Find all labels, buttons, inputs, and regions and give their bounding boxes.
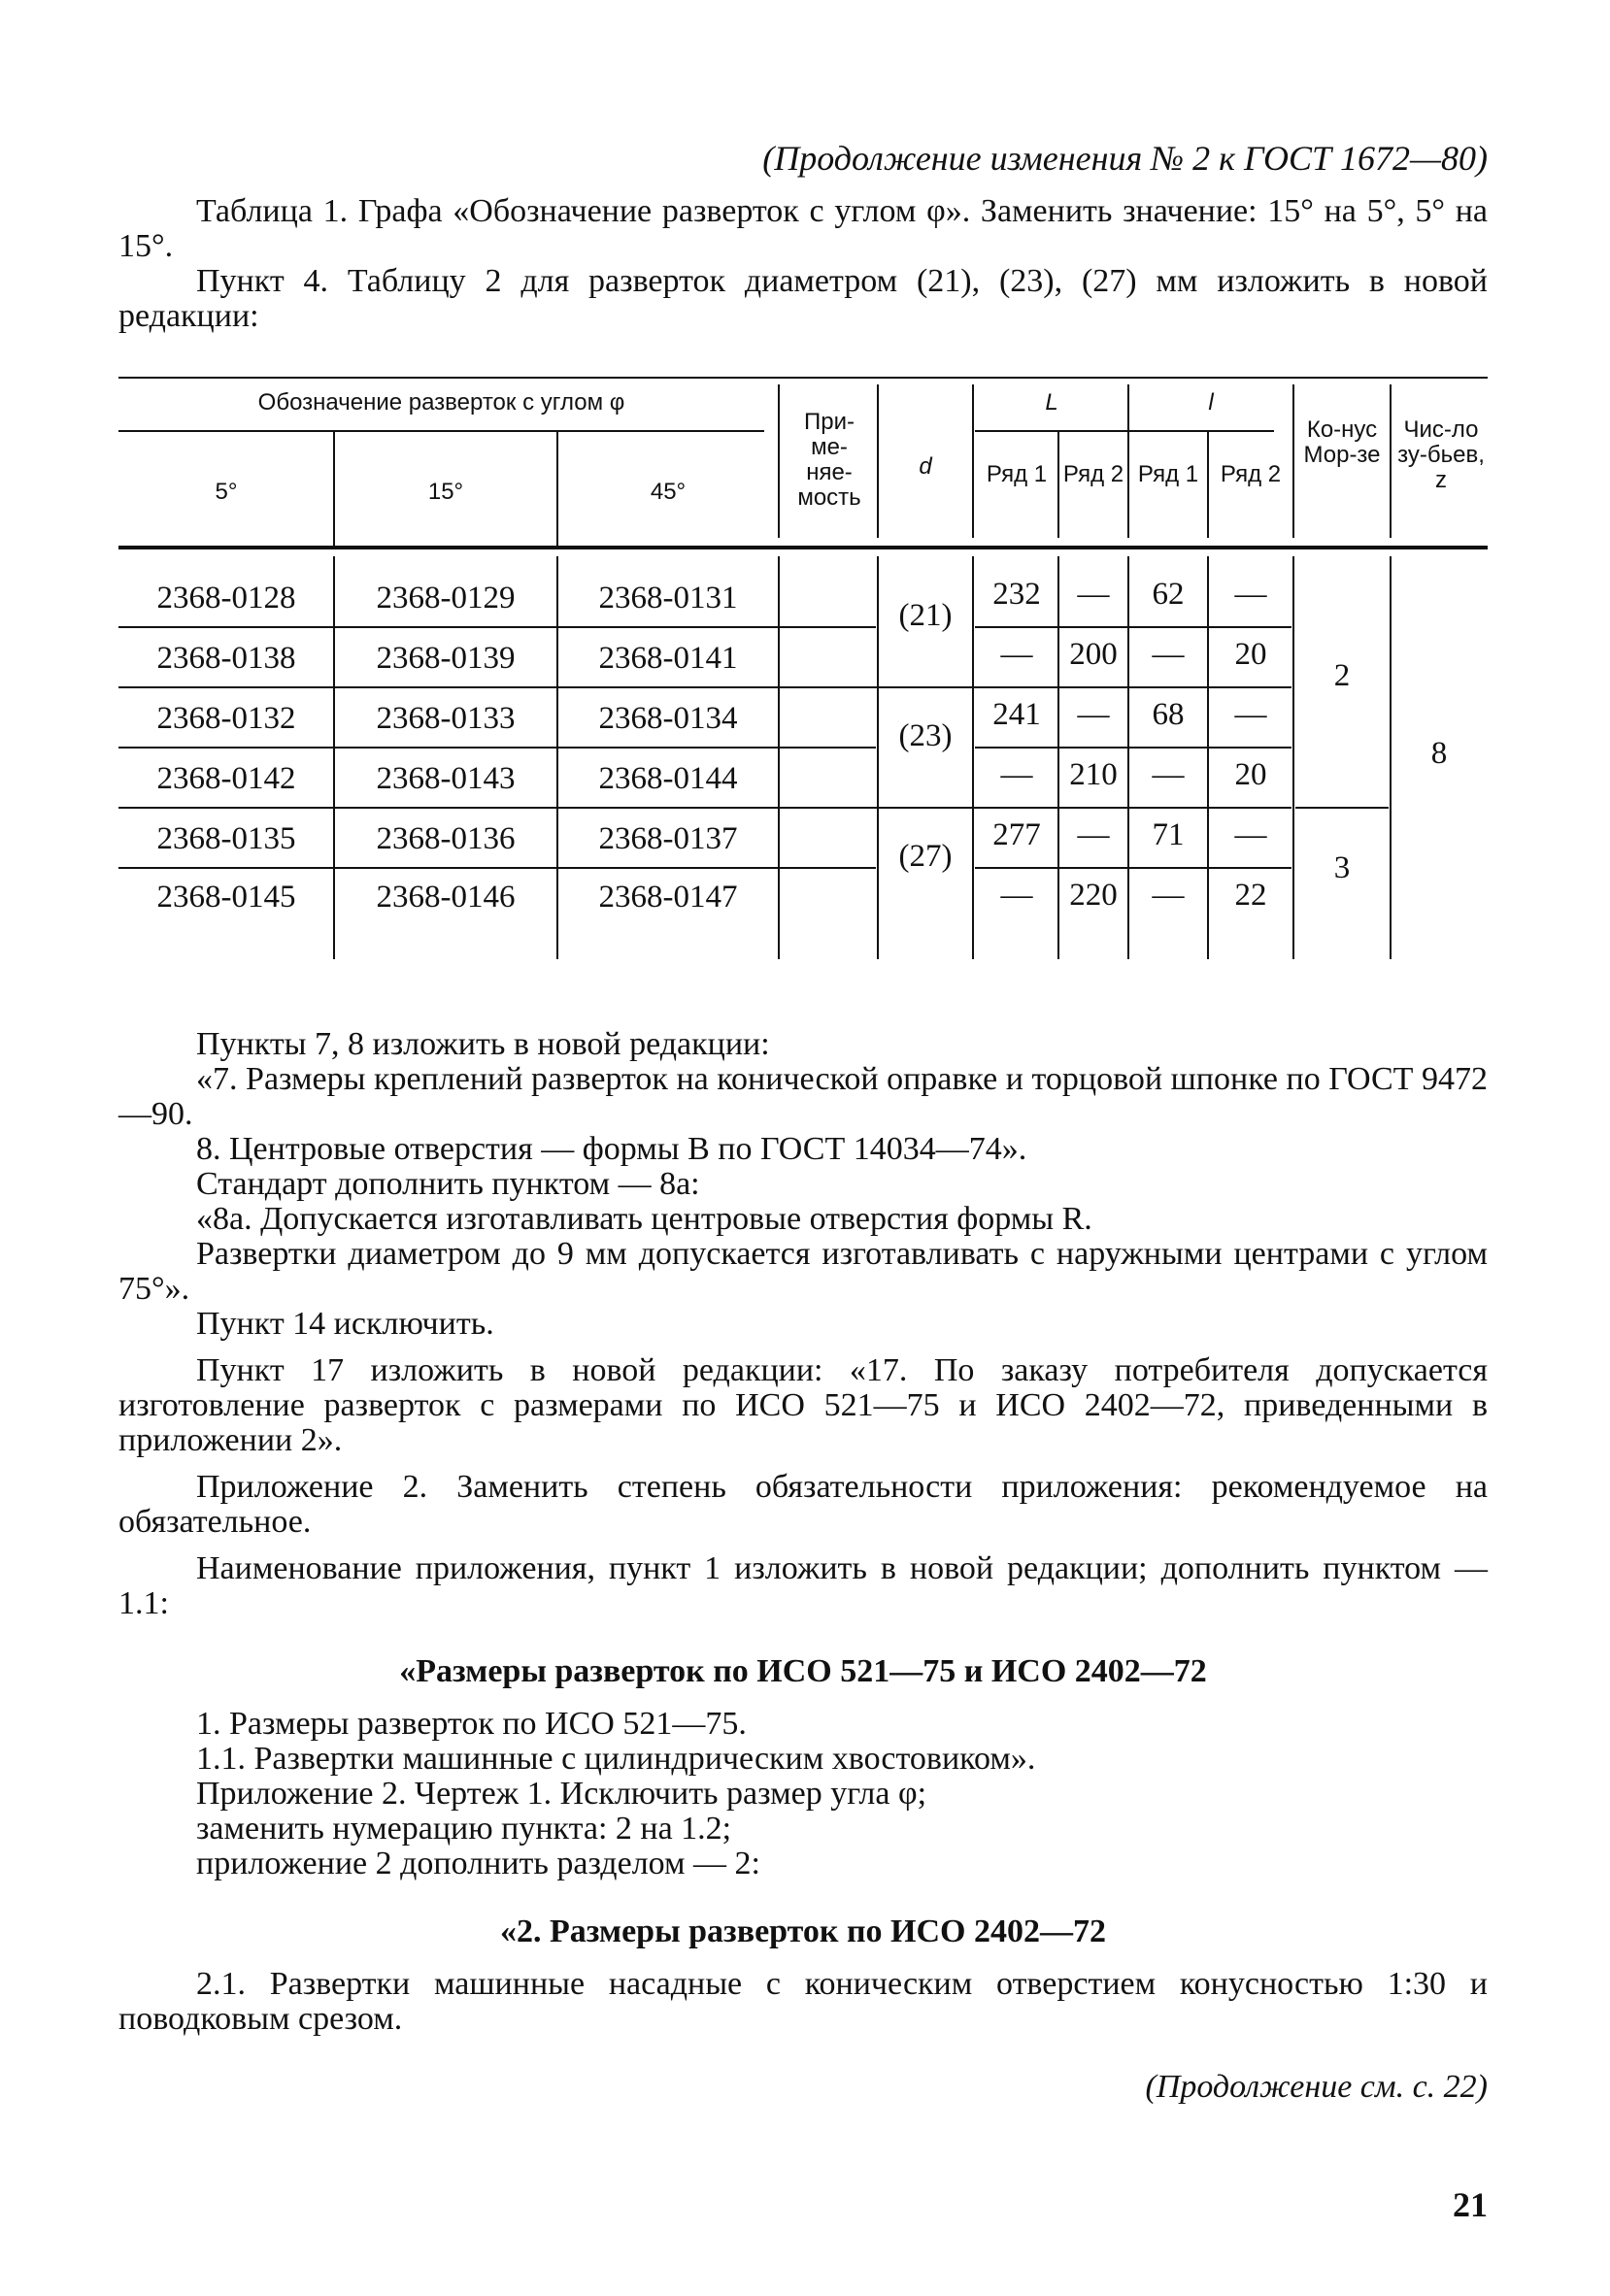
cell-l1: 62 (1152, 577, 1185, 612)
cell-L2: 220 (1069, 878, 1118, 913)
cell-5deg: 2368-0128 (156, 581, 296, 616)
morse-header: Ко-нус Мор-зе (1303, 416, 1381, 468)
cell-L1: — (1000, 878, 1033, 913)
page-number: 21 (1453, 2185, 1488, 2224)
continuation-note: (Продолжение см. с. 22) (1145, 2069, 1488, 2105)
cell-l1: — (1152, 878, 1185, 913)
teeth-header: Чис-ло зу-бьев, z (1397, 416, 1485, 493)
L-row1-header: Ряд 1 (986, 461, 1048, 487)
cell-45deg: 2368-0131 (598, 581, 738, 616)
paragraph: 1. Размеры разверток по ИСО 521—75. (196, 1706, 747, 1742)
teeth-value: 8 (1430, 736, 1448, 771)
cell-l1: 68 (1152, 697, 1185, 732)
cell-15deg: 2368-0139 (376, 641, 516, 676)
cell-l2: 20 (1234, 757, 1267, 792)
cell-L2: 210 (1069, 757, 1118, 792)
cell-5deg: 2368-0138 (156, 641, 296, 676)
cell-5deg: 2368-0132 (156, 701, 296, 736)
paragraph: «7. Размеры креплений разверток на конической оправке и торцовой шпонке по ГОСТ 9472—90. (118, 1061, 1488, 1132)
cell-L2: — (1077, 697, 1110, 732)
cell-L2: — (1077, 577, 1110, 612)
paragraph: 1.1. Развертки машинные с цилиндрическим хвостовиком». (196, 1741, 1036, 1777)
l-header: l (1208, 389, 1214, 416)
cell-45deg: 2368-0144 (598, 761, 738, 796)
L-row2-header: Ряд 2 (1062, 461, 1124, 487)
cell-l1: 71 (1152, 817, 1185, 852)
paragraph: Приложение 2. Заменить степень обязательности приложения: рекомендуемое на обязательное. (118, 1469, 1488, 1540)
paragraph: Пункт 17 изложить в новой редакции: «17. По заказу потребителя допускается изготовление разверток с размерами по ИСО 521—75 и ИСО 2402—72, приведенными в приложении 2». (118, 1352, 1488, 1458)
paragraph: приложение 2 дополнить разделом — 2: (196, 1846, 760, 1881)
intro-paragraph-1: Таблица 1. Графа «Обозначение разверток с углом φ». Заменить значение: 15° на 5°, 5° на 15°. (118, 193, 1488, 264)
cell-L1: 277 (992, 817, 1041, 852)
paragraph: Пункты 7, 8 изложить в новой редакции: (196, 1026, 770, 1062)
cell-45deg: 2368-0134 (598, 701, 738, 736)
L-header: L (1045, 389, 1058, 416)
cell-l1: — (1152, 757, 1185, 792)
cell-L2: 200 (1069, 637, 1118, 672)
d-header: d (919, 453, 932, 480)
paragraph: 8. Центровые отверстия — формы B по ГОСТ 14034—74». (196, 1131, 1027, 1167)
cell-l2: — (1234, 577, 1267, 612)
paragraph: Пункт 14 исключить. (196, 1306, 494, 1342)
reamer-table (118, 377, 1488, 959)
paragraph: Приложение 2. Чертеж 1. Исключить размер угла φ; (196, 1776, 927, 1812)
morse-group-3: 3 (1333, 850, 1351, 885)
section-heading: «Размеры разверток по ИСО 521—75 и ИСО 2402—72 (399, 1653, 1207, 1689)
cell-l2: — (1234, 697, 1267, 732)
cell-15deg: 2368-0129 (376, 581, 516, 616)
intro-paragraph-2: Пункт 4. Таблицу 2 для разверток диаметром (21), (23), (27) мм изложить в новой редакции: (118, 263, 1488, 334)
cell-5deg: 2368-0135 (156, 821, 296, 856)
cell-l2: 20 (1234, 637, 1267, 672)
applicability-header: При-ме-няе-мость (797, 409, 861, 511)
d-group-21: (21) (898, 598, 953, 633)
cell-L1: 232 (992, 577, 1041, 612)
cell-45deg: 2368-0137 (598, 821, 738, 856)
l-row1-header: Ряд 1 (1137, 461, 1199, 487)
cell-l2: — (1234, 817, 1267, 852)
cell-l2: 22 (1234, 878, 1267, 913)
paragraph: «8а. Допускается изготавливать центровые отверстия формы R. (196, 1201, 1092, 1237)
cell-L1: 241 (992, 697, 1041, 732)
cell-L2: — (1077, 817, 1110, 852)
section-heading: «2. Размеры разверток по ИСО 2402—72 (499, 1913, 1107, 1949)
cell-15deg: 2368-0146 (376, 880, 516, 915)
cell-15deg: 2368-0133 (376, 701, 516, 736)
intro-block (118, 194, 1488, 334)
paragraph: Развертки диаметром до 9 мм допускается изготавливать с наружными центрами с углом 75°». (118, 1236, 1488, 1307)
cell-15deg: 2368-0143 (376, 761, 516, 796)
paragraph: Наименование приложения, пункт 1 изложить в новой редакции; дополнить пунктом — 1.1: (118, 1550, 1488, 1621)
designation-header: Обозначение разверток с углом φ (257, 389, 625, 416)
paragraph: 2.1. Развертки машинные насадные с коническим отверстием конусностью 1:30 и поводковым срезом. (118, 1966, 1488, 2037)
cell-45deg: 2368-0141 (598, 641, 738, 676)
cell-L1: — (1000, 757, 1033, 792)
angle-45-header: 45° (650, 479, 687, 505)
running-header: (Продолжение изменения № 2 к ГОСТ 1672—80) (762, 139, 1488, 178)
cell-5deg: 2368-0145 (156, 880, 296, 915)
d-group-27: (27) (898, 839, 953, 874)
d-group-23: (23) (898, 718, 953, 753)
cell-45deg: 2368-0147 (598, 880, 738, 915)
cell-L1: — (1000, 637, 1033, 672)
body-block (118, 1027, 1488, 2105)
cell-l1: — (1152, 637, 1185, 672)
paragraph: заменить нумерацию пункта: 2 на 1.2; (196, 1811, 732, 1847)
l-row2-header: Ряд 2 (1220, 461, 1282, 487)
angle-5-header: 5° (215, 479, 238, 505)
paragraph: Стандарт дополнить пунктом — 8а: (196, 1166, 700, 1202)
cell-15deg: 2368-0136 (376, 821, 516, 856)
angle-15-header: 15° (427, 479, 464, 505)
morse-group-2: 2 (1333, 658, 1351, 693)
cell-5deg: 2368-0142 (156, 761, 296, 796)
